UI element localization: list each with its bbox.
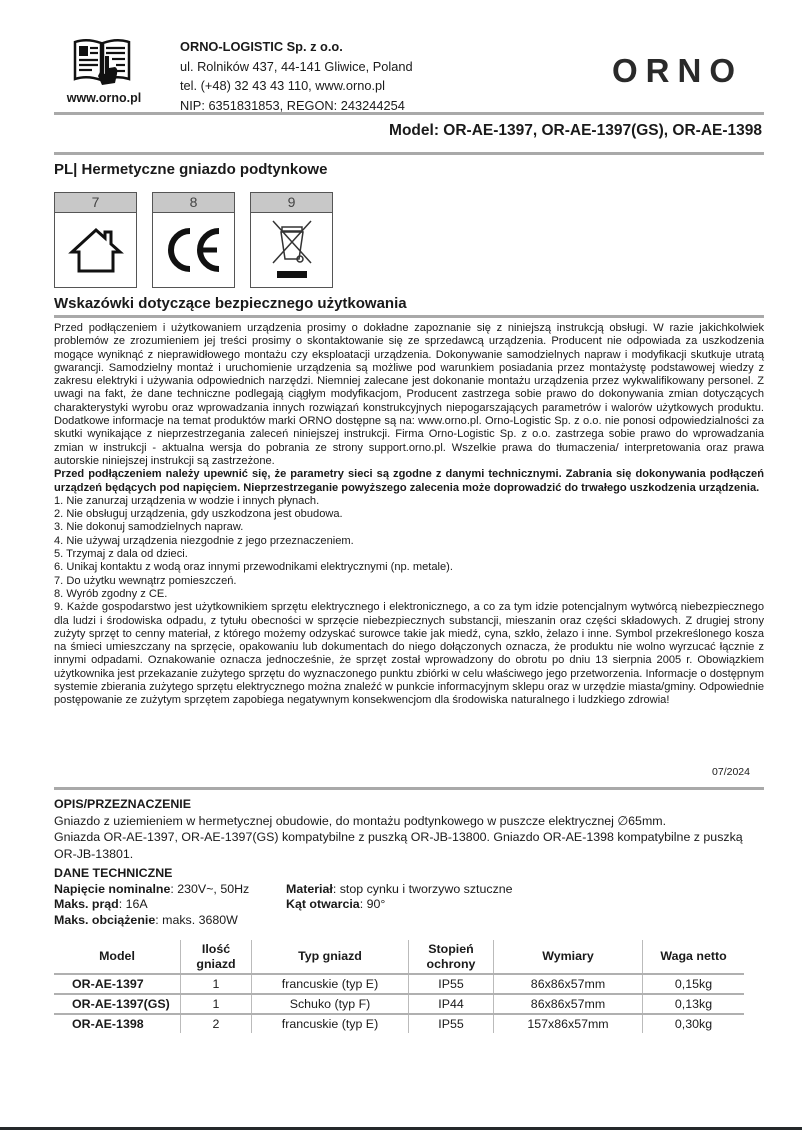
cell-model: OR-AE-1397	[54, 974, 181, 994]
cell-type: francuskie (typ E)	[252, 974, 409, 994]
cell-weight: 0,30kg	[643, 1014, 745, 1033]
divider	[54, 152, 764, 155]
table-header-row	[54, 940, 744, 974]
spec-material: Materiał: stop cynku i tworzywo sztuczne	[286, 881, 513, 896]
company-info	[180, 37, 413, 115]
description-line: Gniazda OR-AE-1397, OR-AE-1397(GS) kompatybilne z puszką OR-JB-13800. Gniazdo OR-AE-1398 kompatybilne z puszką OR-JB-13801.	[54, 830, 743, 861]
col-socket-count: Ilość gniazd	[181, 940, 252, 974]
technical-heading: DANE TECHNICZNE	[54, 866, 173, 880]
cell-type: francuskie (typ E)	[252, 1014, 409, 1033]
spec-load: Maks. obciążenie: maks. 3680W	[54, 912, 238, 927]
symbol-number: 7	[55, 193, 136, 213]
safety-intro: Przed podłączeniem i użytkowaniem urządzenia prosimy o dokładne zapoznanie się z niniejszą instrukcją obsługi. W razie jakichkolwiek problemów ze zrozumieniem jej treści prosimy o skontaktowanie się ze sprzedawcą urządzenia. Producent nie odpowiada za uszkodzenia mogące wyniknąć z nieprawidłowego montażu czy eksploatacji urządzenia. Dokonywanie samodzielnych napraw i modyfikacji skutkuje utratą gwarancji. Samodzielny montaż i uruchomienie urządzenia są możliwe pod warunkiem posiadania przez montażystę podstawowej wiedzy z zakresu elektryki i używania odpowiednich narzędzi. Niemniej zalecane jest dokonanie montażu urządzenia przez wykwalifikowany personel. Z uwagi na fakt, że dane techniczne podlegają ciągłym modyfikacjom, Producent zastrzega sobie prawo do dokonywania zmian dotyczących charakterystyki wyrobu oraz wprowadzania innych rozwiązań konstrukcyjnych niepogarszających parametrów i walorów użytkowych produktu. Dodatkowe informacje na temat produktów marki ORNO dostępne są na: www.orno.pl. Orno-Logistic Sp. z o.o. nie ponosi odpowiedzialności za skutki wynikające z nieprzestrzegania zaleceń niniejszej instrukcji. Firma Orno-Logistic Sp. z o.o. zastrzega sobie prawo do wprowadzania zmian w instrukcji - aktualna wersja do pobrania ze strony support.orno.pl. Wszelkie prawa do tłumaczenia/ interpretowania oraz prawa autorskie niniejszej instrukcji są zastrzeżone.	[54, 322, 764, 467]
list-item: 5. Trzymaj z dala od dzieci.	[54, 548, 188, 561]
crossed-bin-icon	[251, 213, 332, 287]
description-line: Gniazdo z uziemieniem w hermetycznej obudowie, do montażu podtynkowego w puszcze elektrycznej ∅65mm.	[54, 813, 667, 828]
cell-protection: IP55	[409, 974, 494, 994]
divider	[54, 787, 764, 790]
list-item: 9. Każde gospodarstwo jest użytkownikiem sprzętu elektrycznego i elektronicznego, a co za tym idzie potencjalnym wytwórcą niebezpiecznego dla ludzi i środowiska odpadu, z tytułu obecności w sprzęcie niebezpiecznych substancji, mieszanin oraz części składowych. Z drugiej strony zużyty sprzęt to cenny materiał, z którego możemy odzyskać surowce takie jak miedź, cyna, szkło, żelazo i inne. Symbol przekreślonego kosza na śmieci umieszczany na sprzęcie, opakowaniu lub dokumentach do niego dołączonych oznacza, że produktu nie wolno wyrzucać łącznie z innymi odpadami. Oznakowanie oznacza jednocześnie, że sprzęt został wprowadzony do obrotu po dniu 13 sierpnia 2005 r. Obowiązkiem użytkownika jest przekazanie zużytego sprzętu do wyznaczonego punktu zbiórki w celu właściwego jego przetworzenia. Informacje o dostępnym systemie zbierania zużytego sprzętu elektrycznego można znaleźć w punkcie informacyjnym sklepu oraz w urzędzie miasta/gminy. Odpowiednie postępowanie ze zużytym sprzętem zapobiega negatywnym konsekwencjom dla środowiska naturalnego i ludzkiego zdrowia!	[54, 601, 764, 707]
safety-list	[54, 495, 764, 708]
cell-count: 1	[181, 974, 252, 994]
list-item: 1. Nie zanurzaj urządzenia w wodzie i innych płynach.	[54, 494, 320, 507]
safety-heading: Wskazówki dotyczące bezpiecznego użytkowania	[54, 295, 407, 312]
col-dimensions: Wymiary	[494, 940, 643, 974]
divider	[54, 112, 764, 115]
symbol-box	[54, 192, 137, 288]
safety-text	[54, 322, 764, 708]
brand-logo: ORNO	[612, 52, 743, 89]
company-contact: tel. (+48) 32 43 43 110, www.orno.pl	[180, 78, 385, 93]
list-item: 7. Do użytku wewnątrz pomieszczeń.	[54, 574, 237, 587]
model-line: Model: OR-AE-1397, OR-AE-1397(GS), OR-AE-1398	[389, 122, 762, 139]
revision-date: 07/2024	[712, 766, 750, 778]
spec-table	[54, 940, 744, 1033]
cell-weight: 0,15kg	[643, 974, 745, 994]
table-row	[54, 1014, 744, 1033]
list-item: 8. Wyrób zgodny z CE.	[54, 587, 168, 600]
website-label: www.orno.pl	[66, 91, 142, 105]
symbol-number: 8	[153, 193, 234, 213]
list-item: 2. Nie obsługuj urządzenia, gdy uszkodzona jest obudowa.	[54, 508, 343, 521]
table-row	[54, 994, 744, 1014]
company-registration: NIP: 6351831853, REGON: 243244254	[180, 97, 405, 113]
spec-current: Maks. prąd: 16A	[54, 897, 148, 911]
spec-angle: Kąt otwarcia: 90°	[286, 897, 386, 911]
spec-voltage: Napięcie nominalne: 230V~, 50Hz	[54, 881, 250, 896]
list-item: 3. Nie dokonuj samodzielnych napraw.	[54, 521, 244, 534]
cell-weight: 0,13kg	[643, 994, 745, 1014]
technical-section	[54, 866, 513, 928]
manual-book-icon	[72, 36, 132, 88]
cell-count: 2	[181, 1014, 252, 1033]
cell-protection: IP55	[409, 1014, 494, 1033]
list-item: 6. Unikaj kontaktu z wodą oraz innymi przewodnikami elektrycznymi (np. metale).	[54, 561, 453, 574]
table-row	[54, 974, 744, 994]
col-socket-type: Typ gniazd	[252, 940, 409, 974]
safety-warning: Przed podłączeniem należy upewnić się, że parametry sieci są zgodne z danymi technicznymi. Zabrania się dokonywania podłączeń urządzeń będących pod napięciem. Nieprzestrzeganie powyższego zalecenia może doprowadzić do trwałego uszkodzenia urządzenia.	[54, 468, 764, 494]
house-icon	[55, 213, 136, 287]
symbol-box	[250, 192, 333, 288]
description-section	[54, 796, 766, 862]
company-address: ul. Rolników 437, 44-141 Gliwice, Poland	[180, 58, 413, 74]
ce-mark-icon	[153, 213, 234, 287]
description-heading: OPIS/PRZEZNACZENIE	[54, 797, 191, 811]
cell-count: 1	[181, 994, 252, 1014]
cell-model: OR-AE-1397(GS)	[54, 994, 181, 1014]
list-item: 4. Nie używaj urządzenia niezgodnie z jego przeznaczeniem.	[54, 534, 354, 547]
page-title: PL| Hermetyczne gniazdo podtynkowe	[54, 161, 328, 178]
cell-model: OR-AE-1398	[54, 1014, 181, 1033]
symbol-row	[54, 192, 333, 288]
col-weight: Waga netto	[643, 940, 745, 974]
cell-type: Schuko (typ F)	[252, 994, 409, 1014]
cell-protection: IP44	[409, 994, 494, 1014]
cell-dimensions: 86x86x57mm	[494, 974, 643, 994]
cell-dimensions: 86x86x57mm	[494, 994, 643, 1014]
symbol-number: 9	[251, 193, 332, 213]
divider	[54, 315, 764, 318]
cell-dimensions: 157x86x57mm	[494, 1014, 643, 1033]
col-model: Model	[99, 949, 135, 963]
symbol-box	[152, 192, 235, 288]
col-protection: Stopień ochrony	[409, 940, 494, 974]
company-name: ORNO-LOGISTIC Sp. z o.o.	[180, 39, 343, 54]
